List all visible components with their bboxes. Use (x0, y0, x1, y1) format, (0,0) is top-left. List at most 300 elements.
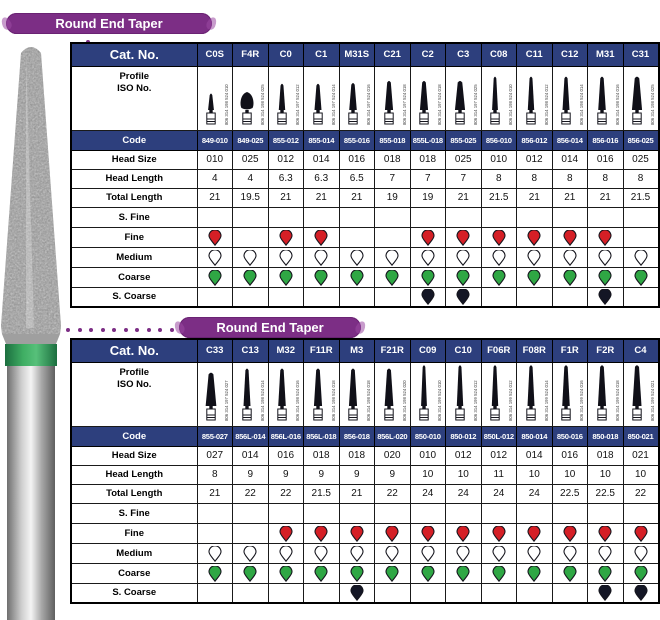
grit-s-fine-label: S. Fine (71, 207, 197, 227)
head-length-value: 6.5 (339, 169, 375, 188)
head-size-value: 025 (446, 150, 482, 169)
grit-fine-cell (233, 523, 269, 543)
cat-no-value: C1 (304, 43, 340, 66)
grit-s-fine-cell (410, 503, 446, 523)
code-value: 849-025 (233, 130, 269, 150)
profile-cell (588, 362, 624, 426)
head-size-value: 010 (481, 150, 517, 169)
total-length-value: 22.5 (552, 484, 588, 503)
profile-row (71, 66, 659, 130)
dot (112, 328, 116, 332)
grit-drop-icon (634, 270, 648, 286)
head-size-label: Head Size (71, 446, 197, 465)
bur-profile-icon (198, 363, 231, 425)
head-size-value: 014 (517, 446, 553, 465)
dot (124, 328, 128, 332)
grit-coarse-cell (623, 563, 659, 583)
grit-drop-icon (279, 270, 293, 286)
grit-s-coarse-cell (481, 287, 517, 307)
grit-fine-cell (375, 227, 411, 247)
grit-drop-icon (350, 526, 364, 542)
code-label: Code (71, 130, 197, 150)
total-length-value: 19 (410, 188, 446, 207)
total-length-value: 21.5 (304, 484, 340, 503)
cat-no-value: F08R (517, 339, 553, 362)
grit-drop-icon (243, 250, 257, 266)
grit-coarse-cell (481, 563, 517, 583)
cat-no-value: C10 (446, 339, 482, 362)
grit-fine-row (71, 227, 659, 247)
grit-drop-icon (421, 250, 435, 266)
grit-drop-icon (492, 230, 506, 246)
head-length-value: 10 (517, 465, 553, 484)
profile-cell (588, 66, 624, 130)
grit-drop-icon (598, 566, 612, 582)
grit-drop-icon (385, 546, 399, 562)
head-length-value: 9 (268, 465, 304, 484)
total-length-value: 21 (517, 188, 553, 207)
bur-profile-icon (482, 67, 515, 129)
grit-drop-icon (350, 566, 364, 582)
grit-coarse-cell (233, 267, 269, 287)
bur-profile-icon (269, 67, 302, 129)
svg-text:806 314 199 524 021: 806 314 199 524 021 (650, 380, 655, 421)
grit-medium-cell (588, 247, 624, 267)
head-length-value: 11 (481, 465, 517, 484)
grit-fine-cell (339, 523, 375, 543)
grit-s-fine-cell (517, 207, 553, 227)
grit-drop-icon (350, 250, 364, 266)
grit-coarse-cell (517, 563, 553, 583)
grit-drop-icon (279, 566, 293, 582)
cat-no-value: F06R (481, 339, 517, 362)
head-length-value: 7 (375, 169, 411, 188)
bur-profile-icon (269, 363, 302, 425)
head-size-value: 012 (481, 446, 517, 465)
grit-fine-cell (197, 523, 233, 543)
head-size-value: 027 (197, 446, 233, 465)
head-length-value: 10 (623, 465, 659, 484)
profile-cell (233, 66, 269, 130)
grit-drop-icon (456, 566, 470, 582)
grit-coarse-cell (233, 563, 269, 583)
grit-drop-icon (492, 566, 506, 582)
grit-drop-icon (634, 250, 648, 266)
code-value: 850L-012 (481, 426, 517, 446)
head-length-value: 9 (304, 465, 340, 484)
grit-drop-icon (208, 546, 222, 562)
grit-coarse-cell (268, 267, 304, 287)
bur-profile-icon (553, 67, 586, 129)
dot (78, 328, 82, 332)
cat-no-value: F4R (233, 43, 269, 66)
grit-drop-icon (350, 270, 364, 286)
total-length-value: 21 (197, 484, 233, 503)
grit-drop-icon (527, 546, 541, 562)
total-length-row (71, 484, 659, 503)
cat-no-value: C12 (552, 43, 588, 66)
grit-drop-icon (563, 250, 577, 266)
grit-s-fine-cell (339, 207, 375, 227)
grit-medium-cell (410, 247, 446, 267)
total-length-value: 22 (268, 484, 304, 503)
profile-iso-label: Profile ISO No. (71, 362, 197, 426)
grit-fine-cell (552, 227, 588, 247)
head-length-label: Head Length (71, 169, 197, 188)
dot (89, 328, 93, 332)
grit-medium-cell (375, 543, 411, 563)
dot (158, 328, 162, 332)
svg-text:806 314 197 524 018: 806 314 197 524 018 (437, 84, 443, 125)
profile-cell (446, 66, 482, 130)
profile-cell (481, 362, 517, 426)
code-value: 856-010 (481, 130, 517, 150)
bur-profile-icon (482, 363, 515, 425)
total-length-value: 21.5 (481, 188, 517, 207)
head-size-value: 025 (233, 150, 269, 169)
grit-s-coarse-cell (517, 287, 553, 307)
code-value: 856L-018 (304, 426, 340, 446)
svg-text:806 314 199 524 012: 806 314 199 524 012 (472, 380, 478, 421)
grit-drop-icon (563, 230, 577, 246)
dot (101, 328, 105, 332)
grit-medium-row (71, 543, 659, 563)
grit-coarse-cell (339, 563, 375, 583)
svg-text:806 314 198 524 012: 806 314 198 524 012 (543, 84, 549, 125)
grit-drop-icon (385, 250, 399, 266)
grit-drop-icon (314, 546, 328, 562)
grit-medium-cell (517, 247, 553, 267)
cat-no-value: C13 (233, 339, 269, 362)
grit-medium-label: Medium (71, 247, 197, 267)
grit-coarse-cell (623, 267, 659, 287)
head-length-value: 4 (233, 169, 269, 188)
grit-medium-cell (588, 543, 624, 563)
grit-medium-cell (339, 543, 375, 563)
dot (135, 328, 139, 332)
grit-coarse-cell (197, 267, 233, 287)
grit-coarse-cell (552, 267, 588, 287)
svg-text:806 314 198 524 010: 806 314 198 524 010 (508, 84, 514, 125)
grit-fine-cell (304, 227, 340, 247)
grit-drop-icon (314, 526, 328, 542)
spec-table-section-1 (70, 42, 660, 308)
cat-no-value: M31S (339, 43, 375, 66)
grit-coarse-cell (446, 563, 482, 583)
head-size-value: 018 (588, 446, 624, 465)
total-length-value: 21.5 (623, 188, 659, 207)
code-value: 855-012 (268, 130, 304, 150)
cat-no-value: F2R (588, 339, 624, 362)
grit-s-fine-cell (233, 207, 269, 227)
bur-profile-icon (376, 363, 409, 425)
code-value: 856-016 (588, 130, 624, 150)
grit-medium-cell (197, 543, 233, 563)
head-length-value: 8 (517, 169, 553, 188)
code-value: 855L-018 (410, 130, 446, 150)
grit-medium-cell (268, 247, 304, 267)
grit-s-coarse-cell (375, 287, 411, 307)
grit-drop-icon (385, 270, 399, 286)
grit-drop-icon (208, 250, 222, 266)
cat-no-row (71, 339, 659, 362)
code-value: 856-012 (517, 130, 553, 150)
cat-no-value: C4 (623, 339, 659, 362)
head-length-value: 9 (375, 465, 411, 484)
grit-s-fine-cell (481, 207, 517, 227)
head-length-value: 10 (588, 465, 624, 484)
cat-no-value: C08 (481, 43, 517, 66)
grit-s-fine-cell (481, 503, 517, 523)
svg-text:806 314 198 524 025: 806 314 198 524 025 (650, 84, 655, 125)
grit-drop-icon (385, 526, 399, 542)
head-length-value: 8 (623, 169, 659, 188)
svg-text:806 314 197 524 014: 806 314 197 524 014 (330, 84, 336, 125)
grit-drop-icon (598, 270, 612, 286)
head-length-value: 8 (588, 169, 624, 188)
profile-cell (552, 66, 588, 130)
cat-no-value: M32 (268, 339, 304, 362)
code-value: 855-018 (375, 130, 411, 150)
grit-drop-icon (634, 546, 648, 562)
grit-fine-cell (375, 523, 411, 543)
svg-text:806 314 198 524 025: 806 314 198 524 025 (259, 84, 265, 125)
grit-coarse-label: Coarse (71, 563, 197, 583)
grit-drop-icon (563, 566, 577, 582)
grit-s-coarse-cell (339, 287, 375, 307)
grit-drop-icon (456, 270, 470, 286)
grit-s-coarse-cell (410, 583, 446, 603)
grit-coarse-cell (304, 563, 340, 583)
bur-profile-icon (340, 363, 373, 425)
cat-no-value: C21 (375, 43, 411, 66)
svg-text:806 314 199 524 010: 806 314 199 524 010 (437, 380, 443, 421)
total-length-value: 21 (197, 188, 233, 207)
grit-fine-cell (410, 523, 446, 543)
cat-no-value: F11R (304, 339, 340, 362)
grit-drop-icon (492, 250, 506, 266)
grit-medium-cell (446, 543, 482, 563)
grit-fine-cell (588, 227, 624, 247)
grit-drop-icon (598, 230, 612, 246)
grit-medium-cell (304, 247, 340, 267)
grit-s-coarse-cell (446, 287, 482, 307)
grit-s-fine-cell (268, 207, 304, 227)
bur-profile-icon (624, 363, 657, 425)
grit-medium-cell (268, 543, 304, 563)
grit-drop-icon (314, 230, 328, 246)
cat-no-value: C31 (623, 43, 659, 66)
grit-drop-icon (421, 546, 435, 562)
grit-medium-cell (375, 247, 411, 267)
grit-drop-icon (456, 250, 470, 266)
profile-row (71, 362, 659, 426)
grit-drop-icon (492, 270, 506, 286)
grit-coarse-cell (410, 267, 446, 287)
head-size-label: Head Size (71, 150, 197, 169)
grit-s-fine-cell (623, 503, 659, 523)
grit-s-coarse-cell (339, 583, 375, 603)
grit-medium-cell (623, 543, 659, 563)
svg-text:806 314 199 524 016: 806 314 199 524 016 (579, 380, 585, 421)
bur-profile-icon (411, 67, 444, 129)
total-length-value: 22 (233, 484, 269, 503)
profile-cell (446, 362, 482, 426)
code-value: 850-012 (446, 426, 482, 446)
bur-profile-icon (447, 67, 480, 129)
grit-fine-cell (446, 227, 482, 247)
cat-no-value: F1R (552, 339, 588, 362)
cat-no-value: F21R (375, 339, 411, 362)
svg-text:806 314 198 524 020: 806 314 198 524 020 (401, 380, 407, 421)
code-value: 856L-016 (268, 426, 304, 446)
head-size-value: 012 (268, 150, 304, 169)
head-length-value: 7 (410, 169, 446, 188)
head-length-value: 10 (446, 465, 482, 484)
grit-drop-icon (421, 526, 435, 542)
head-length-value: 9 (233, 465, 269, 484)
grit-fine-cell (623, 227, 659, 247)
total-length-value: 24 (446, 484, 482, 503)
grit-drop-icon (527, 566, 541, 582)
bur-profile-icon (305, 363, 338, 425)
total-length-value: 19.5 (233, 188, 269, 207)
code-value: 856L-020 (375, 426, 411, 446)
profile-cell (481, 66, 517, 130)
profile-cell (623, 362, 659, 426)
grit-fine-cell (304, 523, 340, 543)
grit-drop-icon (243, 270, 257, 286)
code-row (71, 426, 659, 446)
cat-no-value: C33 (197, 339, 233, 362)
grit-fine-cell (552, 523, 588, 543)
bur-profile-icon (447, 363, 480, 425)
grit-medium-cell (410, 543, 446, 563)
head-length-row (71, 465, 659, 484)
grit-s-fine-cell (588, 503, 624, 523)
code-value: 850-018 (588, 426, 624, 446)
section-title-badge: Round End Taper (6, 13, 212, 34)
grit-medium-cell (446, 247, 482, 267)
grit-s-coarse-label: S. Coarse (71, 287, 197, 307)
profile-cell (304, 66, 340, 130)
svg-text:806 314 197 524 016: 806 314 197 524 016 (366, 84, 372, 125)
head-size-value: 014 (552, 150, 588, 169)
grit-fine-row (71, 523, 659, 543)
total-length-value: 21 (304, 188, 340, 207)
grit-fine-cell (268, 227, 304, 247)
grit-s-fine-cell (623, 207, 659, 227)
svg-text:806 314 199 524 018: 806 314 199 524 018 (614, 380, 620, 421)
code-value: 856-025 (623, 130, 659, 150)
grit-medium-label: Medium (71, 543, 197, 563)
grit-drop-icon (527, 230, 541, 246)
grit-fine-cell (197, 227, 233, 247)
grit-s-coarse-cell (481, 583, 517, 603)
grit-s-coarse-cell (588, 583, 624, 603)
grit-fine-cell (410, 227, 446, 247)
grit-fine-cell (588, 523, 624, 543)
grit-s-coarse-row (71, 287, 659, 307)
grit-s-fine-cell (446, 207, 482, 227)
grit-medium-cell (517, 543, 553, 563)
total-length-value: 24 (481, 484, 517, 503)
head-length-value: 6.3 (304, 169, 340, 188)
svg-text:806 314 197 524 027: 806 314 197 524 027 (224, 380, 230, 421)
code-value: 850-016 (552, 426, 588, 446)
grit-drop-icon (208, 566, 222, 582)
grit-coarse-cell (375, 563, 411, 583)
total-length-value: 21 (339, 188, 375, 207)
grit-coarse-cell (481, 267, 517, 287)
grit-s-coarse-cell (304, 287, 340, 307)
head-size-value: 012 (517, 150, 553, 169)
grit-s-fine-cell (446, 503, 482, 523)
bur-profile-icon (376, 67, 409, 129)
grit-medium-cell (481, 543, 517, 563)
profile-cell (268, 362, 304, 426)
grit-s-fine-cell (517, 503, 553, 523)
grit-s-coarse-cell (517, 583, 553, 603)
grit-s-fine-cell (410, 207, 446, 227)
total-length-value: 21 (446, 188, 482, 207)
head-size-value: 018 (375, 150, 411, 169)
grit-drop-icon (563, 270, 577, 286)
svg-text:806 314 198 524 016: 806 314 198 524 016 (295, 380, 301, 421)
grit-s-fine-cell (197, 207, 233, 227)
grit-drop-icon (527, 250, 541, 266)
total-length-value: 19 (375, 188, 411, 207)
head-size-value: 014 (233, 446, 269, 465)
profile-cell (410, 66, 446, 130)
grit-coarse-cell (375, 267, 411, 287)
grit-s-coarse-cell (233, 287, 269, 307)
grit-drop-icon (492, 526, 506, 542)
section-title-badge: Round End Taper (179, 317, 361, 338)
cat-no-value: C3 (446, 43, 482, 66)
grit-coarse-cell (588, 563, 624, 583)
grit-s-fine-cell (339, 503, 375, 523)
code-value: 856L-014 (233, 426, 269, 446)
bur-profile-icon (198, 67, 231, 129)
code-value: 856-018 (339, 426, 375, 446)
total-length-value: 24 (517, 484, 553, 503)
grit-s-coarse-cell (304, 583, 340, 603)
dot (66, 328, 70, 332)
svg-text:806 314 199 524 014: 806 314 199 524 014 (543, 380, 549, 421)
grit-s-fine-cell (588, 207, 624, 227)
code-value: 855-027 (197, 426, 233, 446)
grit-drop-icon (456, 526, 470, 542)
grit-drop-icon (634, 585, 648, 601)
grit-s-fine-cell (552, 207, 588, 227)
grit-s-coarse-row (71, 583, 659, 603)
grit-drop-icon (634, 566, 648, 582)
cat-no-value: C11 (517, 43, 553, 66)
code-label: Code (71, 426, 197, 446)
grit-drop-icon (421, 289, 435, 305)
profile-cell (623, 66, 659, 130)
grit-drop-icon (279, 230, 293, 246)
spec-table-section-2 (70, 338, 660, 604)
head-size-value: 014 (304, 150, 340, 169)
grit-medium-cell (304, 543, 340, 563)
grit-s-fine-row (71, 503, 659, 523)
grit-drop-icon (350, 585, 364, 601)
svg-text:806 314 198 524 014: 806 314 198 524 014 (579, 84, 585, 125)
spec-table (70, 42, 660, 308)
grit-drop-icon (598, 526, 612, 542)
